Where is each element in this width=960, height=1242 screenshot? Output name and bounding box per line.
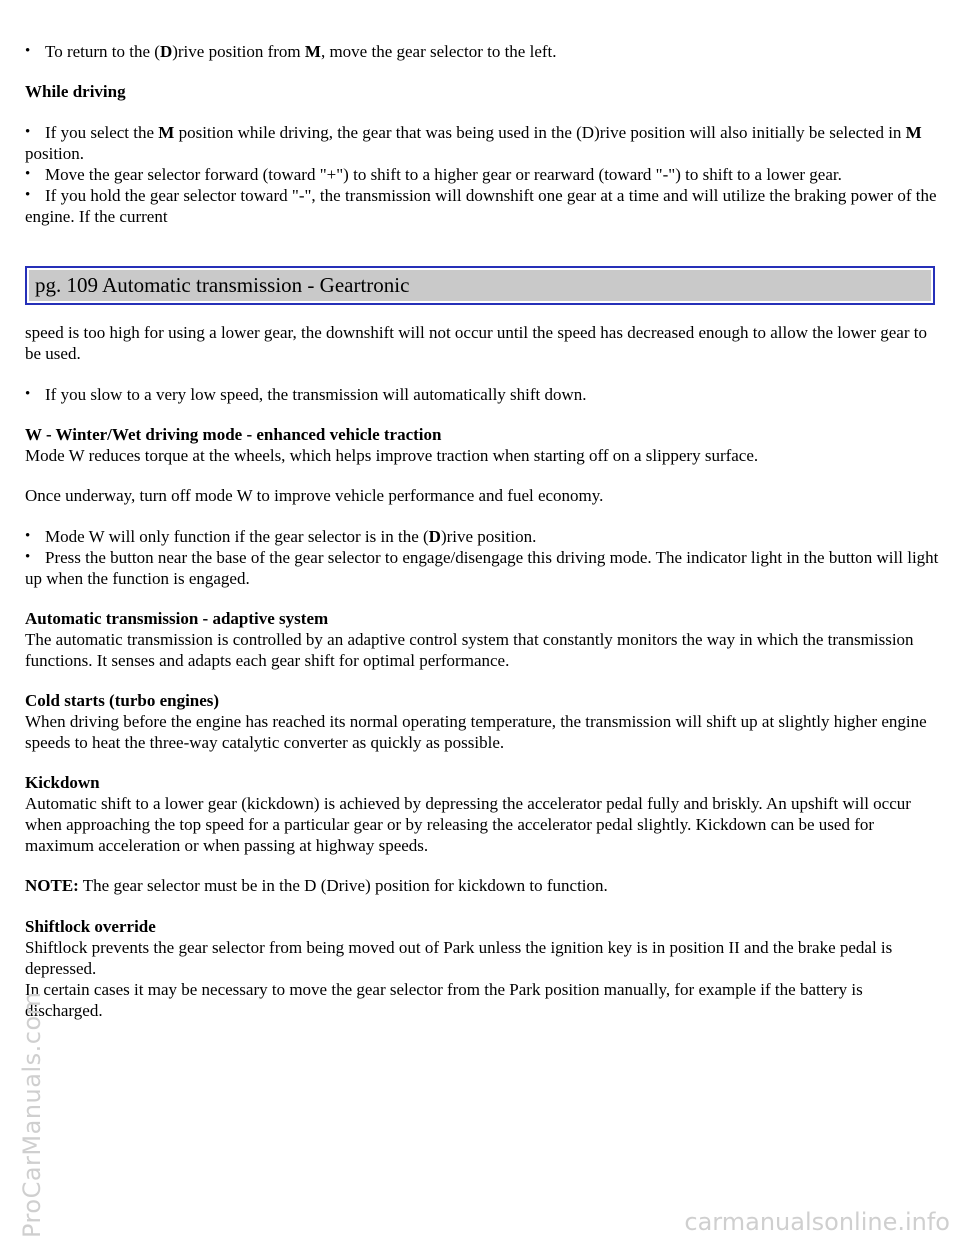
section-while-driving	[25, 81, 940, 102]
heading-shiftlock-override: Shiftlock override	[25, 917, 156, 936]
heading-kickdown: Kickdown	[25, 773, 100, 792]
heading-cold-starts: Cold starts (turbo engines)	[25, 691, 220, 710]
list-item: • If you select the M position while driving, the gear that was being used in the (D)rive position will also initially be selected in M position.	[25, 123, 922, 163]
paragraph: Automatic shift to a lower gear (kickdown) is achieved by depressing the accelerator pedal fully and briskly. An upshift will occur when approaching the top speed for a particular gear or by releasing the accelerator pedal slightly. Kickdown can be used for maximum acceleration or when passing at highway speeds.	[25, 794, 911, 855]
heading-winter-mode: W - Winter/Wet driving mode - enhanced vehicle traction	[25, 425, 442, 444]
heading-adaptive-system: Automatic transmission - adaptive system	[25, 609, 329, 628]
section-kickdown	[25, 772, 940, 856]
paragraph: In certain cases it may be necessary to move the gear selector from the Park position manually, for example if the battery is discharged.	[25, 980, 863, 1020]
bullet-return-to-drive: • To return to the (D)rive position from M, move the gear selector to the left.	[25, 41, 940, 62]
note-text: The gear selector must be in the D (Drive) position for kickdown to function.	[78, 876, 608, 895]
section-shiftlock-override	[25, 916, 940, 1021]
section-adaptive-system	[25, 608, 940, 671]
note	[25, 875, 940, 896]
paragraph: The automatic transmission is controlled by an adaptive control system that constantly monitors the way in which the transmission functions. It senses and adapts each gear shift for optimal performance.	[25, 630, 914, 670]
list-item: • Mode W will only function if the gear selector is in the (D)rive position.	[25, 526, 940, 547]
note-label: NOTE:	[25, 876, 79, 895]
list-slow-speed	[25, 384, 940, 405]
paragraph: Once underway, turn off mode W to improve vehicle performance and fuel economy.	[25, 486, 604, 505]
list-item: • Press the button near the base of the gear selector to engage/disengage this driving mode. The indicator light in the button will light up when the function is engaged.	[25, 548, 939, 588]
section-cold-starts	[25, 690, 940, 753]
section-winter-mode	[25, 424, 940, 466]
list-item: • If you hold the gear selector toward "-", the transmission will downshift one gear at a time and will utilize the braking power of the engine. If the current	[25, 186, 937, 226]
page-banner-title: pg. 109 Automatic transmission - Geartronic	[35, 273, 410, 297]
list-winter-mode	[25, 526, 940, 589]
list-while-driving	[25, 122, 940, 227]
paragraph: speed is too high for using a lower gear, the downshift will not occur until the speed has decreased enough to allow the lower gear to be used.	[25, 323, 927, 363]
list-item: • Move the gear selector forward (toward "+") to shift to a higher gear or rearward (toward "-") to shift to a lower gear.	[25, 165, 842, 184]
footer-watermark: carmanualsonline.info	[684, 1208, 950, 1236]
paragraph-underway	[25, 485, 940, 506]
paragraph: When driving before the engine has reached its normal operating temperature, the transmission will shift up at slightly higher engine speeds to heat the three-way catalytic converter as quickly as possible.	[25, 712, 927, 752]
page-banner	[25, 266, 935, 305]
section-continuation	[25, 322, 940, 364]
paragraph: Mode W reduces torque at the wheels, which helps improve traction when starting off on a slippery surface.	[25, 446, 759, 465]
side-watermark: ProCarManuals.com	[18, 991, 46, 1238]
heading-while-driving: While driving	[25, 82, 126, 101]
list-item: • If you slow to a very low speed, the transmission will automatically shift down.	[25, 384, 940, 405]
paragraph: Shiftlock prevents the gear selector from being moved out of Park unless the ignition key is in position II and the brake pedal is depressed.	[25, 938, 893, 978]
